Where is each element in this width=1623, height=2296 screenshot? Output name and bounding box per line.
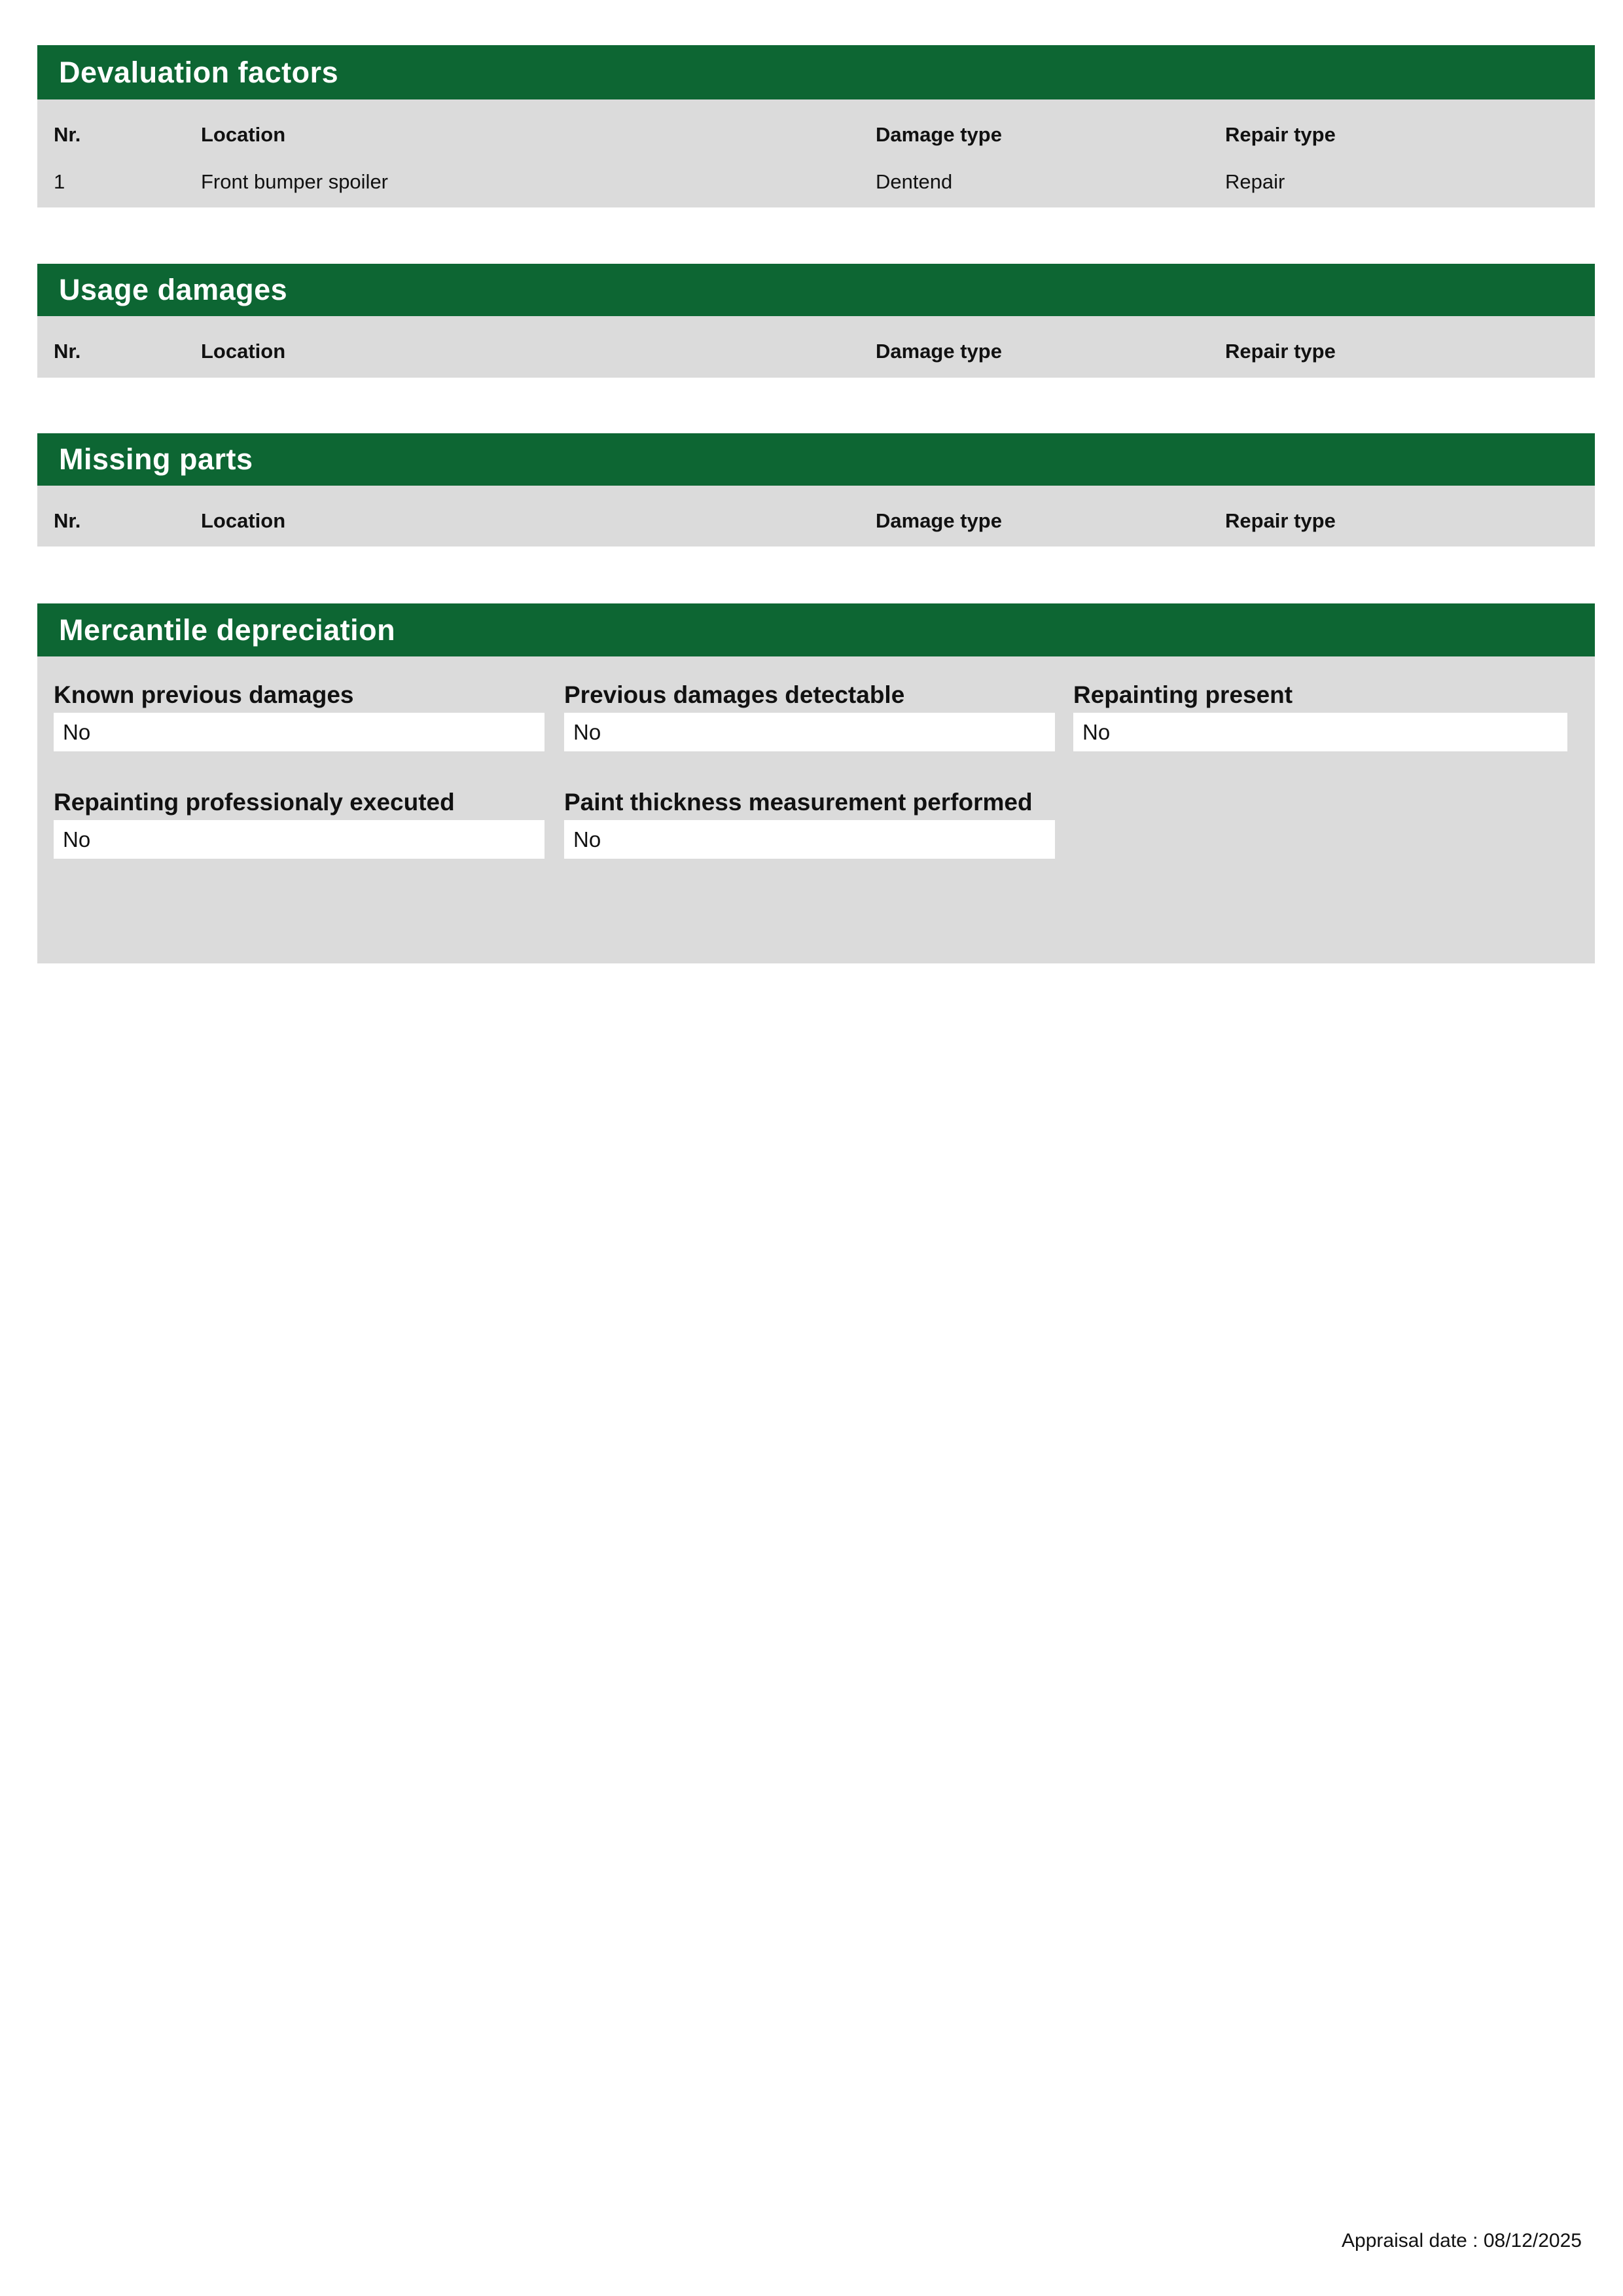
field-value: No [1082,719,1111,744]
field-known-previous-damages [54,681,544,751]
section-title: Usage damages [59,273,288,306]
col-header-nr: Nr. [54,509,81,532]
field-previous-damages-detectable [564,681,1055,751]
field-label: Paint thickness measurement performed [564,789,1033,816]
section-usage-damages [37,264,1595,378]
field-value-box [54,820,544,859]
section-header-bar [37,264,1595,316]
field-label: Repainting professionaly executed [54,789,455,816]
missing-parts-table [37,486,1595,547]
field-value-box [54,713,544,751]
section-mercantile-depreciation [37,603,1595,963]
usage-damages-table [37,316,1595,378]
col-header-damage-type: Damage type [876,123,1002,146]
col-header-damage-type: Damage type [876,340,1002,363]
field-paint-thickness-measurement [564,788,1055,859]
col-header-location: Location [201,509,286,532]
section-header-bar [37,603,1595,656]
field-value: No [63,719,91,744]
appraisal-date: Appraisal date : 08/12/2025 [1342,2230,1582,2251]
mercantile-fields [37,656,1595,963]
field-value-box [1073,713,1567,751]
section-missing-parts [37,433,1595,547]
section-title: Missing parts [59,442,253,476]
field-label: Known previous damages [54,681,354,708]
section-header-bar [37,45,1595,99]
col-header-location: Location [201,123,286,146]
field-value-box [564,713,1055,751]
field-value-box [564,820,1055,859]
col-header-repair-type: Repair type [1225,509,1336,532]
field-repainting-professionaly-executed [54,788,544,859]
section-title: Mercantile depreciation [59,613,396,647]
field-value: No [63,827,91,852]
field-value: No [573,719,601,744]
col-header-repair-type: Repair type [1225,340,1336,363]
field-label: Repainting present [1073,681,1293,708]
col-header-damage-type: Damage type [876,509,1002,532]
section-devaluation-factors [37,45,1595,207]
cell-repair-type: Repair [1225,170,1285,193]
col-header-nr: Nr. [54,340,81,363]
col-header-nr: Nr. [54,123,81,146]
col-header-location: Location [201,340,286,363]
cell-damage-type: Dentend [876,170,953,193]
section-title: Devaluation factors [59,55,339,89]
devaluation-table [37,99,1595,207]
cell-location: Front bumper spoiler [201,170,389,193]
field-repainting-present [1073,681,1567,751]
col-header-repair-type: Repair type [1225,123,1336,146]
cell-nr: 1 [54,170,65,193]
section-header-bar [37,433,1595,486]
field-label: Previous damages detectable [564,681,905,708]
field-value: No [573,827,601,852]
